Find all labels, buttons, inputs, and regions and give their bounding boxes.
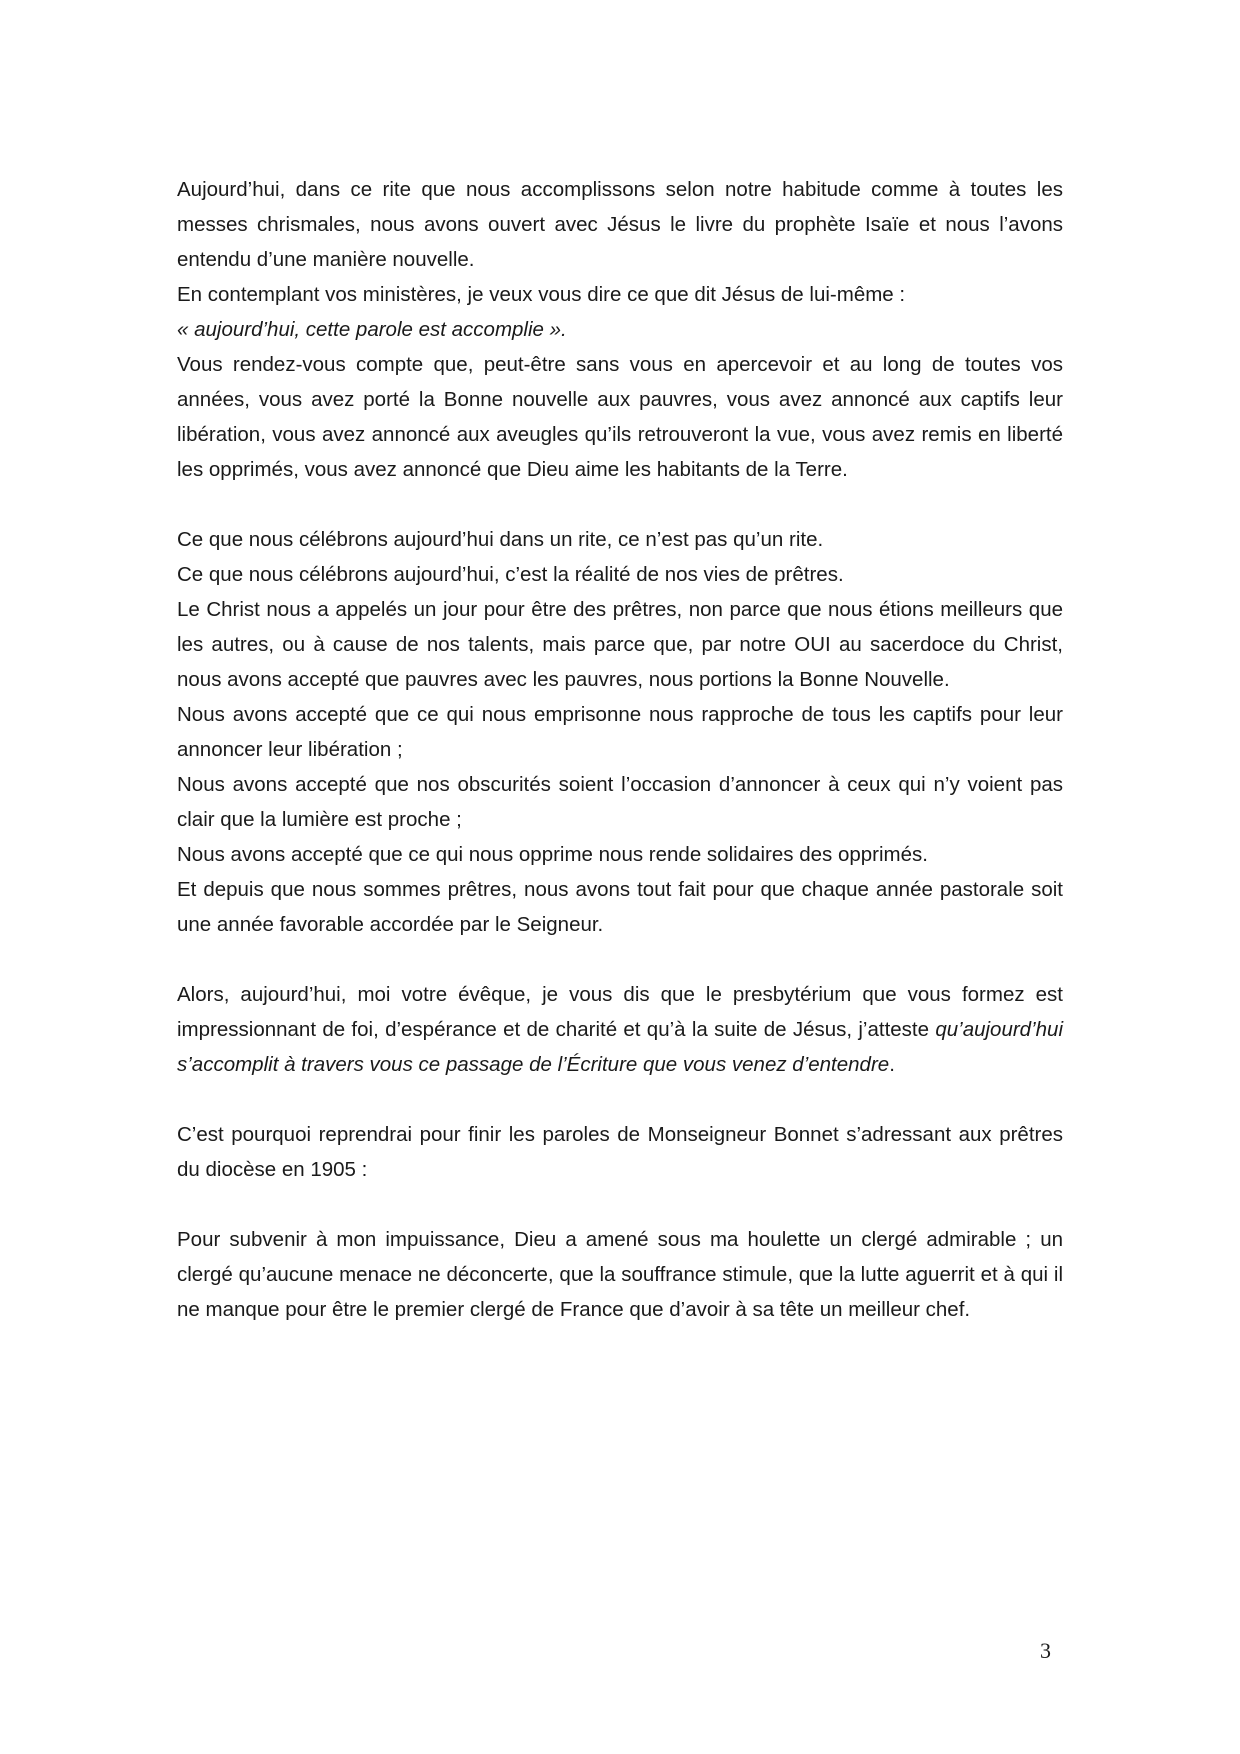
paragraph-text: Nous avons accepté que nos obscurités soient l’occasion d’annoncer à ceux qui n’y voient pas clair que la lumière est proche ; <box>177 773 1063 831</box>
paragraph-favorable-year <box>177 872 1063 942</box>
paragraph-text: Et depuis que nous sommes prêtres, nous avons tout fait pour que chaque année pastorale soit une année favorable accordée par le Seigneur. <box>177 878 1063 936</box>
body-text <box>177 172 1063 1327</box>
paragraph-text: Vous rendez-vous compte que, peut-être sans vous en apercevoir et au long de toutes vos années, vous avez porté la Bonne nouvelle aux pauvres, vous avez annoncé aux captifs leur libération, vous avez annoncé aux aveugles qu’ils retrouveront la vue, vous avez remis en liberté les opprimés, vous avez annoncé que Dieu aime les habitants de la Terre. <box>177 353 1063 481</box>
paragraph-text: Nous avons accepté que ce qui nous emprisonne nous rapproche de tous les captifs pour leur annoncer leur libération ; <box>177 703 1063 761</box>
paragraph-text: Ce que nous célébrons aujourd’hui dans un rite, ce n’est pas qu’un rite. <box>177 528 824 551</box>
paragraph-bishop <box>177 977 1063 1082</box>
paragraph-tail: . <box>889 1053 895 1076</box>
paragraph-text: Alors, aujourd’hui, moi votre évêque, je vous dis que le presbytérium que vous formez est impressionnant de foi, d’espérance et de charité et qu’à la suite de Jésus, j’atteste <box>177 983 1063 1041</box>
italic-scripture: qu’aujourd’hui s’accomplit à travers vous ce passage de l’Écriture que vous venez d’entendre <box>177 1018 1063 1076</box>
paragraph-text: Pour subvenir à mon impuissance, Dieu a amené sous ma houlette un clergé admirable ; un clergé qu’aucune menace ne déconcerte, que la souffrance stimule, que la lutte aguerrit et à qui il ne manque pour être le premier clergé de France que d’avoir à sa tête un meilleur chef. <box>177 1228 1063 1321</box>
paragraph-realisation <box>177 347 1063 487</box>
paragraph-text: C’est pourquoi reprendrai pour finir les paroles de Monseigneur Bonnet s’adressant aux prêtres du diocèse en 1905 : <box>177 1123 1063 1181</box>
quote-line <box>177 312 1063 347</box>
paragraph-text: Nous avons accepté que ce qui nous opprime nous rende solidaires des opprimés. <box>177 843 928 866</box>
paragraph-bonnet-intro <box>177 1117 1063 1187</box>
paragraph-reality <box>177 557 1063 592</box>
paragraph-intro <box>177 172 1063 277</box>
italic-quote: « aujourd’hui, cette parole est accomplie ». <box>177 318 567 341</box>
paragraph-text: En contemplant vos ministères, je veux vous dire ce que dit Jésus de lui-même : <box>177 283 906 306</box>
page-number: 3 <box>1040 1638 1051 1663</box>
paragraph-captives <box>177 697 1063 767</box>
paragraph-text: Aujourd’hui, dans ce rite que nous accomplissons selon notre habitude comme à toutes les messes chrismales, nous avons ouvert avec Jésus le livre du prophète Isaïe et nous l’avons entendu d’une manière nouvelle. <box>177 178 1063 271</box>
paragraph-bonnet-quote <box>177 1222 1063 1327</box>
paragraph-text: Le Christ nous a appelés un jour pour être des prêtres, non parce que nous étions meilleurs que les autres, ou à cause de nos talents, mais parce que, par notre OUI au sacerdoce du Christ, nous avons accepté que pauvres avec les pauvres, nous portions la Bonne Nouvelle. <box>177 598 1063 691</box>
paragraph-calling <box>177 592 1063 697</box>
paragraph-oppressed <box>177 837 1063 872</box>
paragraph-obscurities <box>177 767 1063 837</box>
paragraph-text: Ce que nous célébrons aujourd’hui, c’est la réalité de nos vies de prêtres. <box>177 563 844 586</box>
paragraph-rite <box>177 522 1063 557</box>
paragraph-contemplation <box>177 277 1063 312</box>
